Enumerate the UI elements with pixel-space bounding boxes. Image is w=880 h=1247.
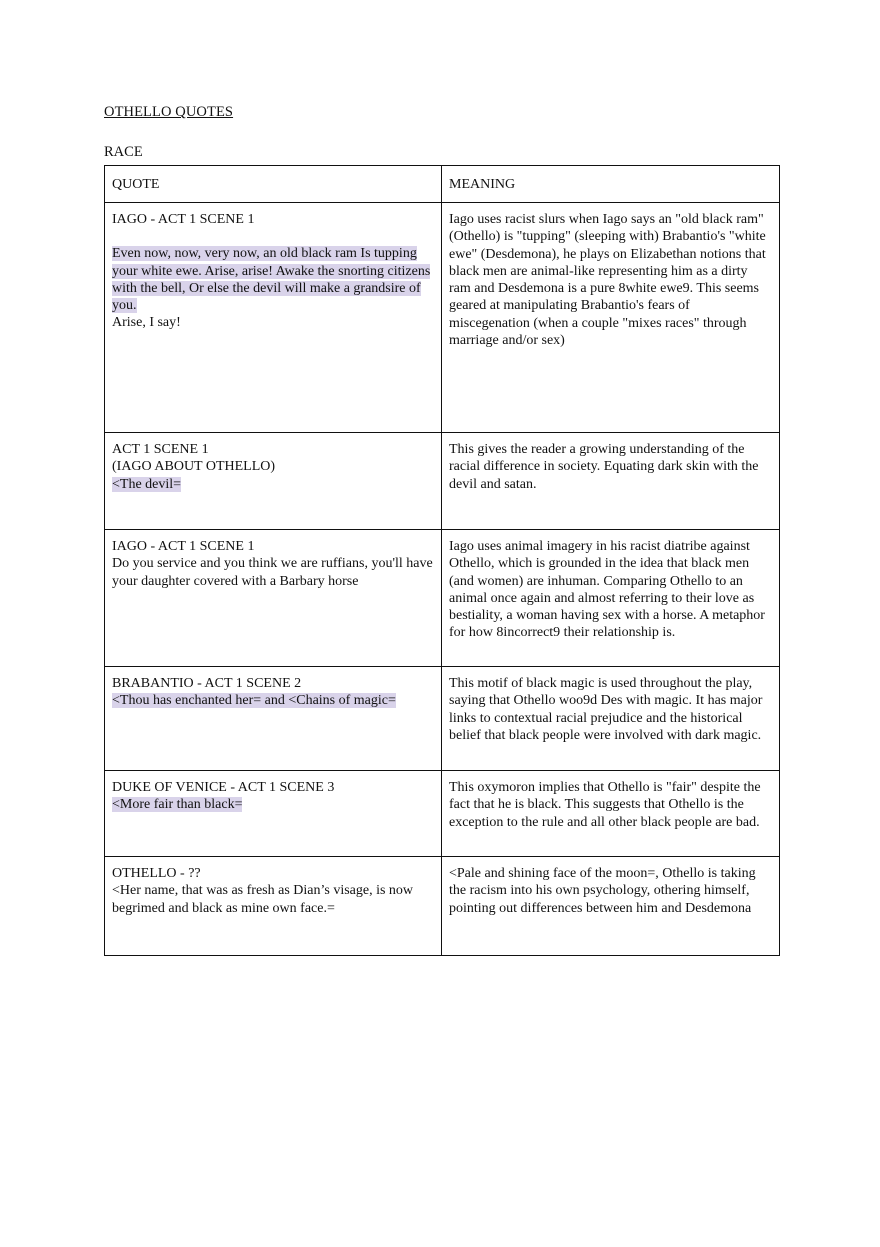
meaning-cell: <Pale and shining face of the moon=, Othello is taking the racism into his own psychology, othering himself, pointing out differences between him and Desdemona [442,857,780,956]
quote-highlight: Even now, now, very now, an old black ram Is tupping your white ewe. Arise, arise! Awake the snorting citizens with the bell, Or else the devil will make a grandsire of you. [112,246,431,314]
quote-text [112,476,434,493]
meaning-cell: This gives the reader a growing understanding of the racial difference in society. Equating dark skin with the devil and satan. [442,433,780,530]
table-row [105,667,780,771]
meaning-cell: Iago uses racist slurs when Iago says an "old black ram" (Othello) is "tupping" (sleeping with) Brabantio's "white ewe" (Desdemona), he plays on Elizabethan notions that black men are animal-like representing him as a dirty ram and Desdemona is a pure 8white ewe9. This seems geared at manipulating Brabantio's fears of miscegenation (when a couple "mixes races" through marriage and/or sex) [442,203,780,433]
speaker-sublabel: (IAGO ABOUT OTHELLO) [112,459,276,475]
meaning-cell: This oxymoron implies that Othello is "fair" despite the fact that he is black. This suggests that Othello is the exception to the rule and all other black people are bad. [442,771,780,857]
speaker-label: BRABANTIO - ACT 1 SCENE 2 [112,676,302,691]
spacer [112,228,434,245]
quote-cell [105,530,442,667]
table-row [105,857,780,956]
quote-cell [105,857,442,956]
table-row [105,530,780,667]
table-header-row [105,166,780,203]
quote-text [112,692,434,709]
quote-highlight: <More fair than black= [112,797,243,813]
speaker-label: OTHELLO - ?? [112,866,201,881]
meaning-cell: Iago uses animal imagery in his racist diatribe against Othello, which is grounded in the idea that black men (and women) are inhuman. Comparing Othello to an animal once again and almost referring to their love as bestiality, a woman having sex with a horse. A metaphor for how 8incorrect9 their relationship is. [442,530,780,667]
quote-cell [105,433,442,530]
table-row [105,771,780,857]
quote-text: <Her name, that was as fresh as Dian’s visage, is now begrimed and black as mine own face.= [112,883,414,916]
speaker-label: IAGO - ACT 1 SCENE 1 [112,539,255,554]
speaker-label: ACT 1 SCENE 1 [112,442,209,457]
quote-text: Do you service and you think we are ruffians, you'll have your daughter covered with a Barbary horse [112,556,433,589]
quote-text-2: Arise, I say! [112,315,181,331]
header-meaning: MEANING [442,166,780,203]
quote-highlight: <Thou has enchanted her= and <Chains of magic= [112,693,396,709]
table-row [105,433,780,530]
section-heading: RACE [104,144,143,160]
meaning-cell: This motif of black magic is used throughout the play, saying that Othello woo9d Des with magic. It has major links to contextual racial prejudice and the historical belief that black people were involved with dark magic. [442,667,780,771]
quotes-table [104,165,780,956]
table-row [105,203,780,433]
quote-highlight: <The devil= [112,476,182,492]
speaker-label: IAGO - ACT 1 SCENE 1 [112,212,255,227]
document-title: OTHELLO QUOTES [104,104,234,120]
speaker-label: DUKE OF VENICE - ACT 1 SCENE 3 [112,780,335,795]
quote-text [112,796,434,813]
quote-cell [105,771,442,857]
quote-cell [105,203,442,433]
header-quote: QUOTE [105,166,442,203]
quote-text [112,245,434,314]
quote-cell [105,667,442,771]
